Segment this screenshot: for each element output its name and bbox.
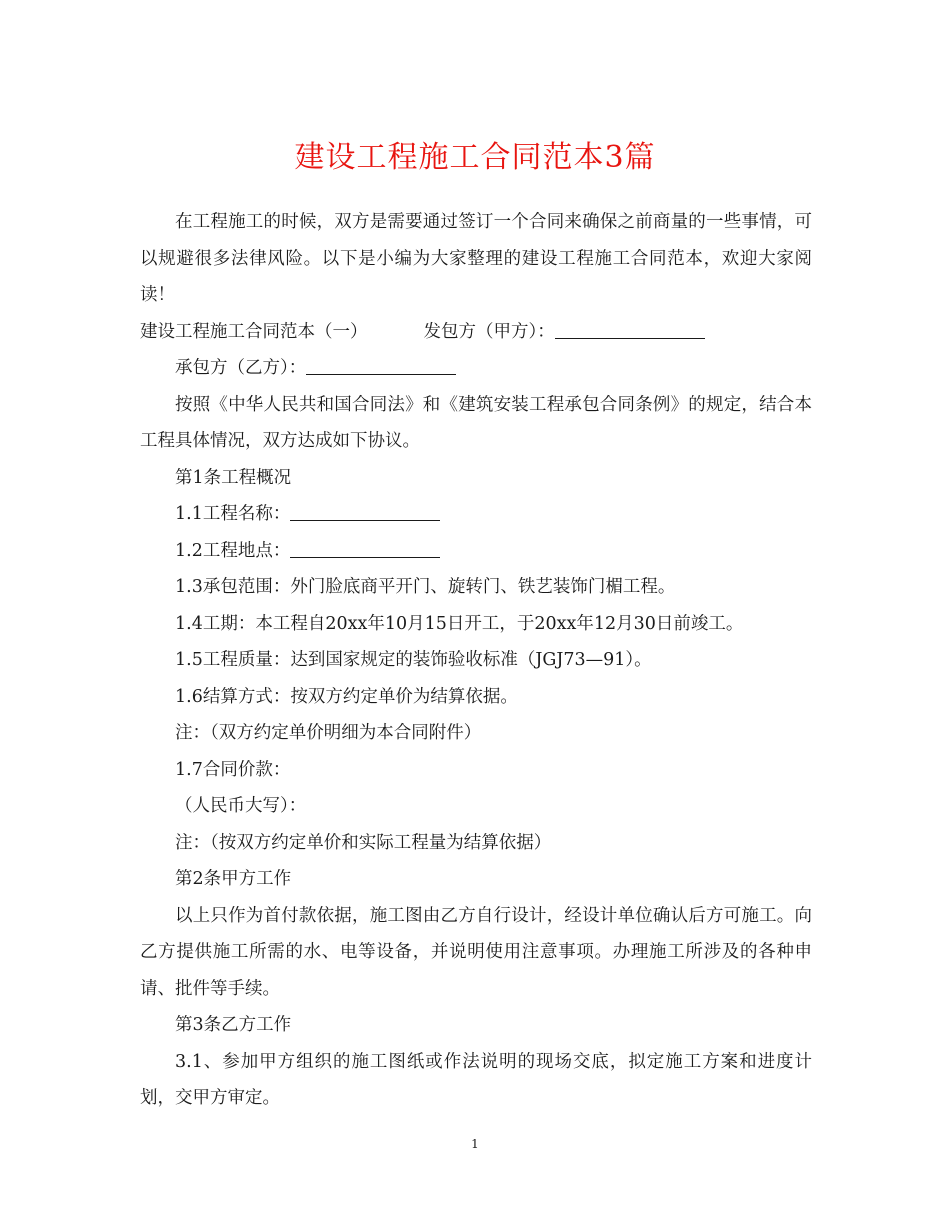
scope-line: 1.3承包范围：外门脸底商平开门、旋转门、铁艺装饰门楣工程。 bbox=[175, 577, 676, 597]
contract-heading-line bbox=[140, 314, 812, 351]
intro-paragraph: 在工程施工的时候，双方是需要通过签订一个合同来确保之前商量的一些事情，可以规避很多法律风险。以下是小编为大家整理的建设工程施工合同范本，欢迎大家阅读！ bbox=[140, 212, 812, 305]
article-2-heading: 第2条甲方工作 bbox=[175, 869, 292, 889]
project-location-line bbox=[140, 533, 812, 570]
project-location-blank bbox=[290, 556, 440, 558]
party-a-label: 发包方（甲方）： bbox=[423, 321, 555, 342]
article-1-heading: 第1条工程概况 bbox=[175, 467, 292, 488]
contract-subtitle: 建设工程施工合同范本（一） bbox=[140, 321, 368, 342]
project-name-label: 1.1工程名称： bbox=[175, 504, 291, 524]
basis-paragraph: 按照《中华人民共和国合同法》和《建筑安装工程承包合同条例》的规定，结合本工程具体情况，双方达成如下协议。 bbox=[140, 394, 812, 451]
rmb-amount-line: （人民币大写）： bbox=[175, 796, 307, 816]
article-3-1-paragraph: 3.1、参加甲方组织的施工图纸或作法说明的现场交底，拟定施工方案和进度计划，交甲方审定。 bbox=[140, 1051, 812, 1108]
party-a-blank bbox=[555, 337, 705, 339]
document-body bbox=[140, 204, 812, 1117]
article-2-paragraph: 以上只作为首付款依据，施工图由乙方自行设计，经设计单位确认后方可施工。向乙方提供施工所需的水、电等设备，并说明使用注意事项。办理施工所涉及的各种申请、批件等手续。 bbox=[140, 905, 812, 999]
party-b-blank bbox=[306, 373, 456, 375]
project-location-label: 1.2工程地点： bbox=[175, 540, 291, 561]
schedule-line: 1.4工期：本工程自20xx年10月15日开工，于20xx年12月30日前竣工。 bbox=[175, 613, 744, 634]
party-b-label: 承包方（乙方）： bbox=[175, 358, 307, 378]
document-title: 建设工程施工合同范本3篇 bbox=[294, 140, 656, 175]
party-b-line bbox=[140, 350, 812, 387]
page-number: 1 bbox=[471, 1137, 479, 1151]
note-2: 注：（按双方约定单价和实际工程量为结算依据） bbox=[175, 832, 552, 853]
note-1: 注：（双方约定单价明细为本合同附件） bbox=[175, 723, 482, 743]
contract-price-line: 1.7合同价款： bbox=[175, 759, 291, 780]
settlement-line: 1.6结算方式：按双方约定单价为结算依据。 bbox=[175, 686, 518, 707]
quality-line: 1.5工程质量：达到国家规定的装饰验收标准（JGJ73—91）。 bbox=[175, 650, 652, 670]
project-name-blank bbox=[290, 519, 440, 521]
project-name-line bbox=[140, 496, 812, 533]
article-3-heading: 第3条乙方工作 bbox=[175, 1015, 292, 1035]
